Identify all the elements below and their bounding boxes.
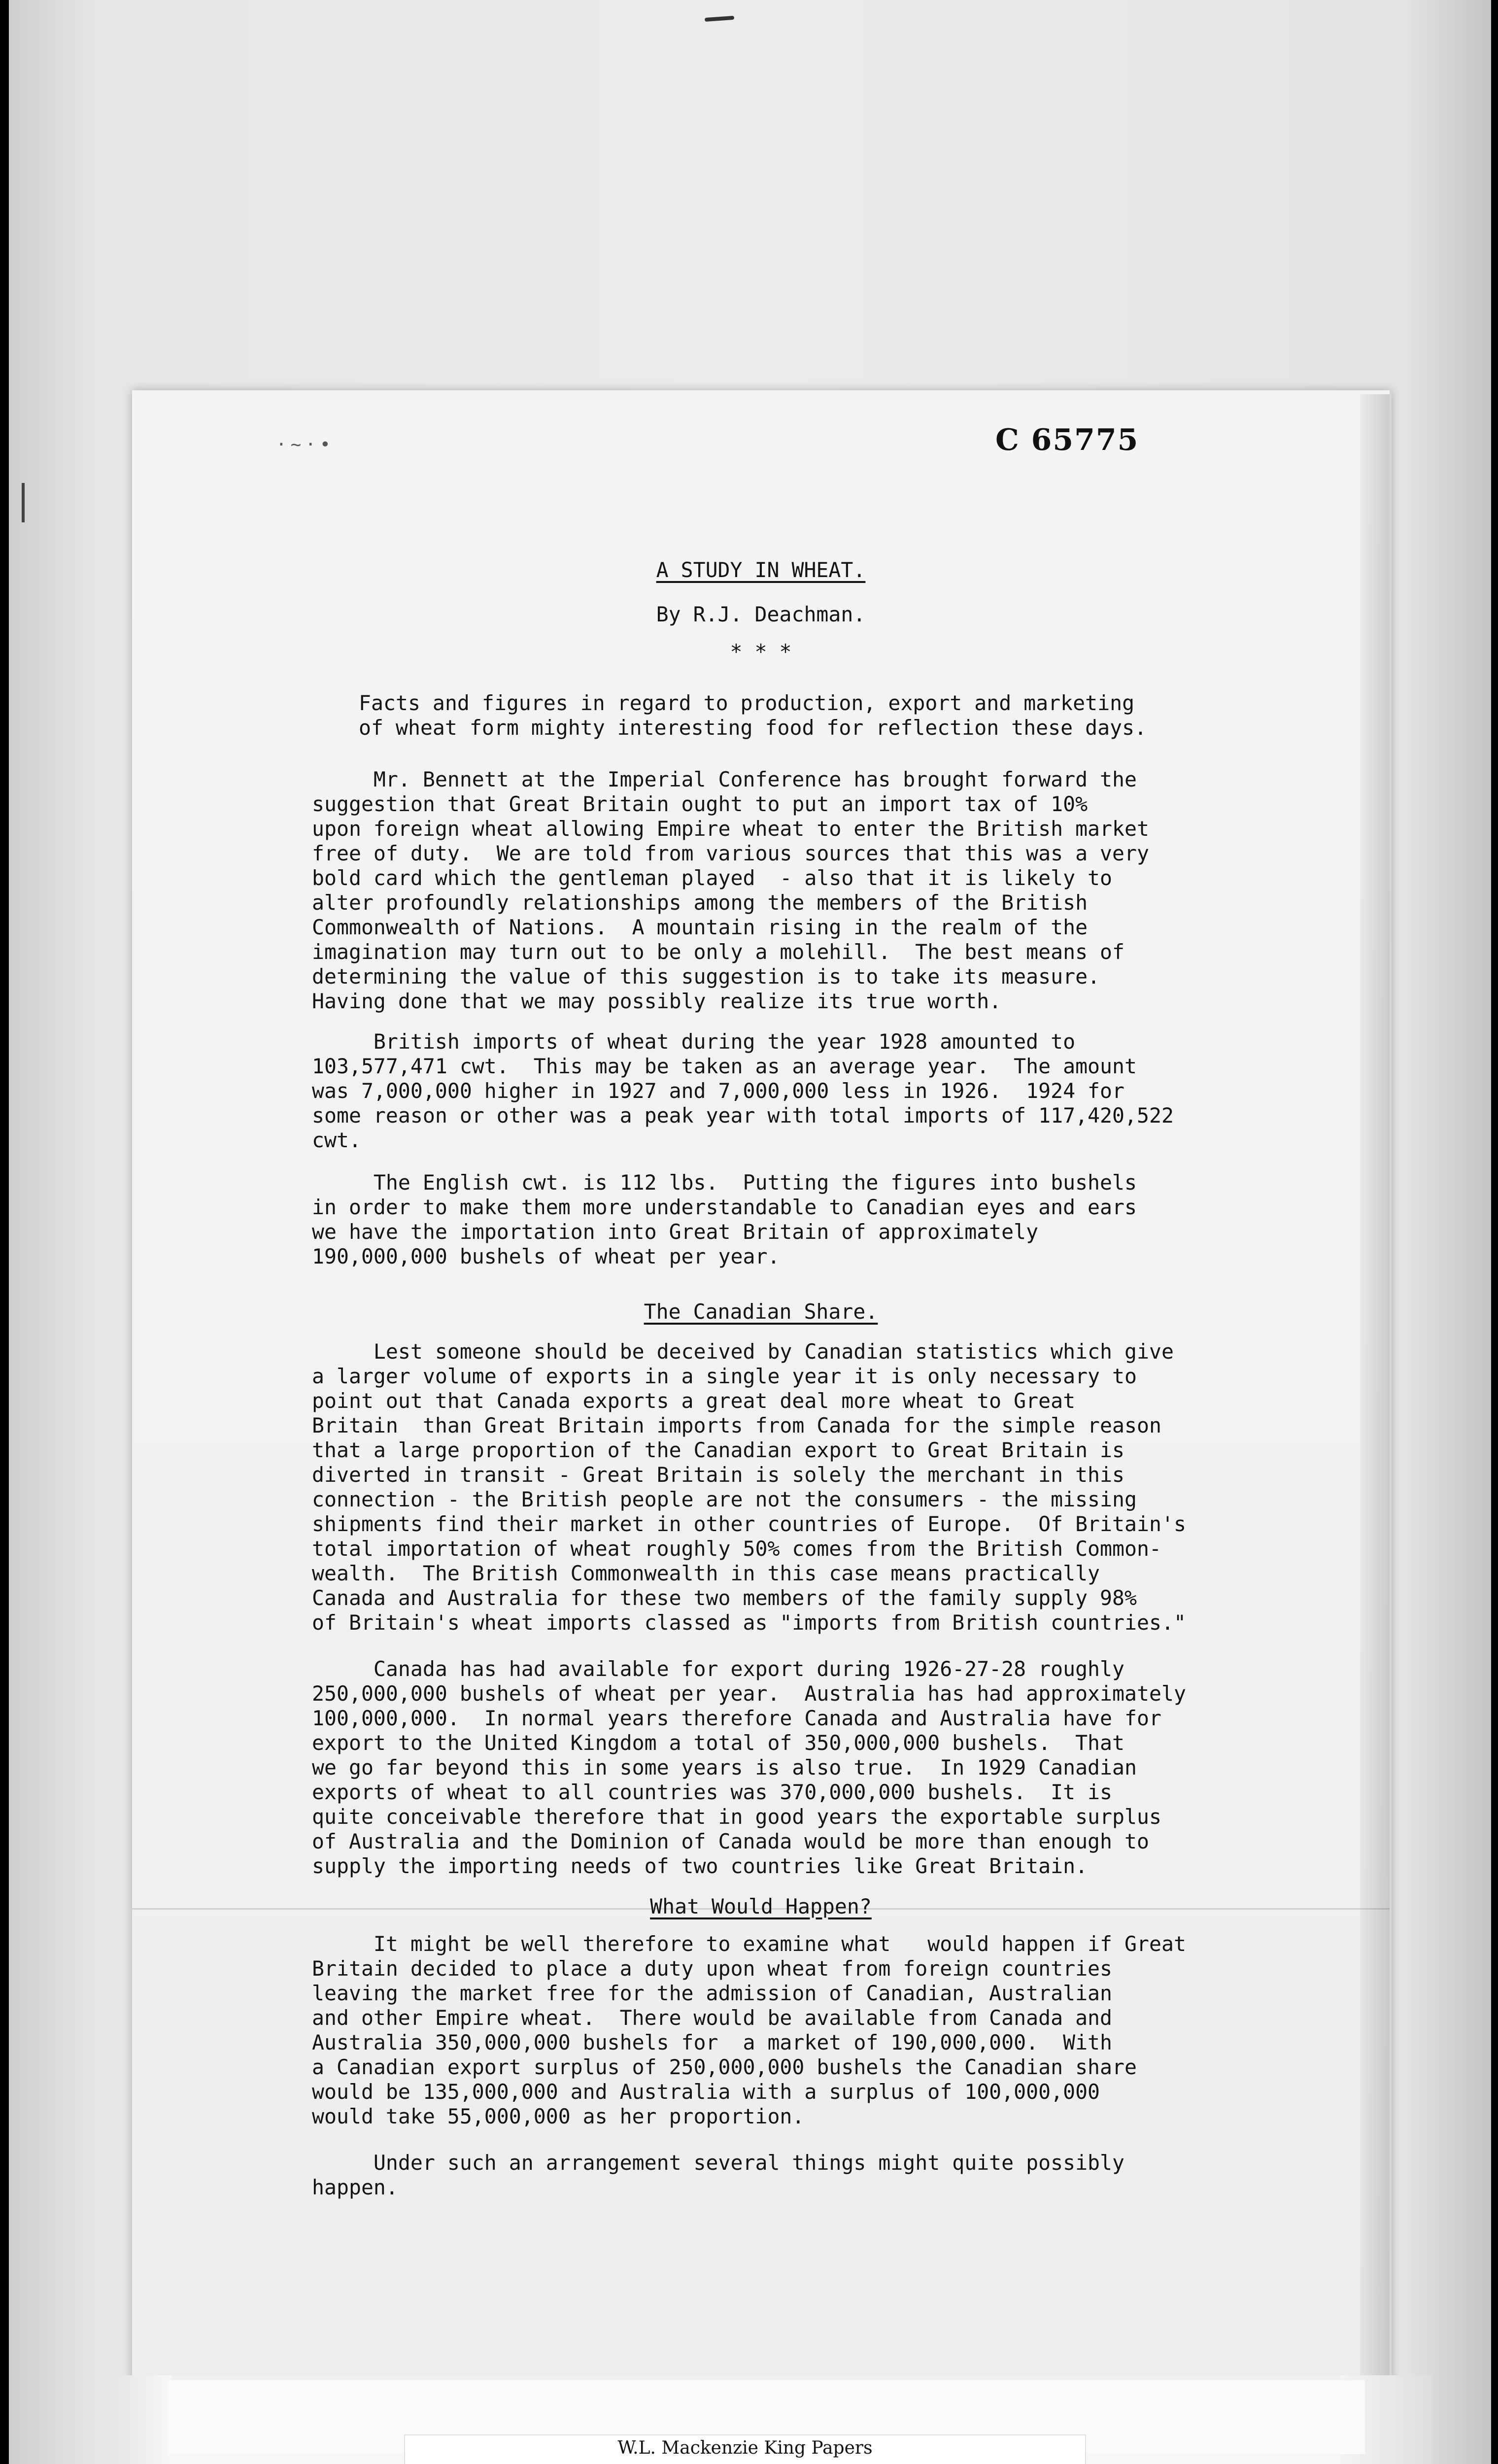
paragraph-2: Mr. Bennett at the Imperial Conference has brought forward the suggestion that Great Britain ought to put an import tax of 10% upon foreign wheat allowing Empire wheat to enter the British market free of duty. We are told from various sources that this was a very bold card which the gentleman played - also that it is likely to alter profoundly relationships among the members of the British Commonwealth of Nations. A mountain rising in the realm of the imagination may turn out to be only a molehill. The best means of determining the value of this suggestion is to take its measure. Having done that we may possibly realize its true worth. (312, 767, 1149, 1013)
separator: * * * (730, 640, 792, 664)
film-mark-left (22, 483, 25, 522)
subheading-what-would-happen: What Would Happen? (650, 1894, 872, 1918)
page-edge-shadow (1360, 394, 1390, 2375)
paragraph-3: British imports of wheat during the year 1928 amounted to 103,577,471 cwt. This may be taken as an average year. The amount was 7,000,000 higher in 1927 and 7,000,000 less in 1926. 1924 for some reason or other was a peak year with total imports of 117,420,522 cwt. (312, 1029, 1174, 1152)
archive-label (404, 2434, 1086, 2464)
paragraph-5: Lest someone should be deceived by Canadian statistics which give a larger volume of exports in a single year it is only necessary to point out that Canada exports a great deal more wheat to Great Britain than Great Britain imports from Canada for the simple reason that a large proportion of the Canadian export to Great Britain is diverted in transit - Great Britain is solely the merchant in this connection - the British people are not the consumers - the missing shipments find their market in other countries of Europe. Of Britain's total importation of wheat roughly 50% comes from the British Common- wealth. The British Commonwealth in this case means practically Canada and Australia for these two members of the family supply 98% of Britain's wheat imports classed as "imports from British countries." (312, 1339, 1186, 1635)
paragraph-8: Under such an arrangement several things might quite possibly happen. (312, 2151, 1125, 2199)
document-byline: By R.J. Deachman. (656, 602, 866, 626)
archive-label-line2 (405, 2461, 1085, 2464)
archive-label-line1: W.L. Mackenzie King Papers (617, 2438, 873, 2458)
page-smudge: ·~·• (276, 435, 335, 455)
document-title: A STUDY IN WHEAT. (656, 558, 866, 582)
paragraph-1: Facts and figures in regard to production, export and marketing of wheat form mighty interesting food for reflection these days. (359, 691, 1147, 740)
subheading-canadian-share: The Canadian Share. (644, 1300, 878, 1324)
document-page (132, 390, 1392, 2391)
reference-number: C 65775 (995, 423, 1139, 457)
paragraph-4: The English cwt. is 112 lbs. Putting the figures into bushels in order to make them more understandable to Canadian eyes and ears we have the importation into Great Britain of approximately 190,000,000 bushels of wheat per year. (312, 1170, 1137, 1268)
archive-mount-left (112, 2375, 171, 2464)
paragraph-6: Canada has had available for export during 1926-27-28 roughly 250,000,000 bushels of wheat per year. Australia has had approximately 100,000,000. In normal years therefore Canada and Australia have for export to the United Kingdom a total of 350,000,000 bushels. That we go far beyond this in some years is also true. In 1929 Canadian exports of wheat to all countries was 370,000,000 bushels. It is quite conceivable therefore that in good years the exportable surplus of Australia and the Dominion of Canada would be more than enough to supply the importing needs of two countries like Great Britain. (312, 1657, 1186, 1878)
page-fold-line (132, 1908, 1390, 1910)
paragraph-7: It might be well therefore to examine what would happen if Great Britain decided to place a duty upon wheat from foreign countries leaving the market free for the admission of Canadian, Australian and other Empire wheat. There would be available from Canada and Australia 350,000,000 bushels for a market of 190,000,000. With a Canadian export surplus of 250,000,000 bushels the Canadian share would be 135,000,000 and Australia with a surplus of 100,000,000 would take 55,000,000 as her proportion. (312, 1932, 1186, 2128)
